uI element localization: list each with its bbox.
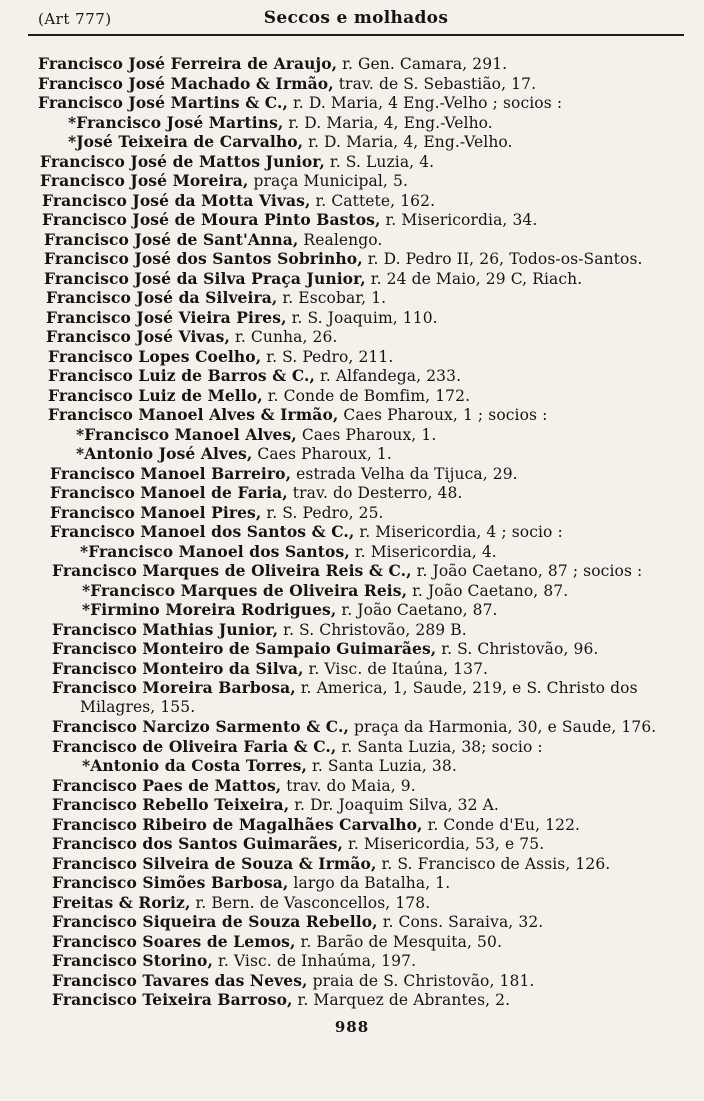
entry-name: Freitas & Roriz, xyxy=(52,892,191,912)
entry-name: Francisco José da Silveira, xyxy=(46,288,278,307)
entry-address: r. Misericordia, 4 ; socio : xyxy=(354,523,563,541)
directory-entry xyxy=(0,815,704,835)
entry-name: Francisco José da Motta Vivas, xyxy=(42,190,311,210)
entry-address: praia de S. Christovão, 181. xyxy=(307,971,535,990)
page-number: 988 xyxy=(334,1018,370,1036)
entry-name: Francisco Storino, xyxy=(52,951,213,970)
entry-address: r. S. Christovão, 96. xyxy=(436,640,599,658)
directory-entry xyxy=(0,93,704,113)
directory-entry xyxy=(0,74,704,94)
entry-name: Francisco Manoel de Faria, xyxy=(50,483,288,502)
entry-name: Francisco Marques de Oliveira Reis & C., xyxy=(52,561,412,580)
entry-address: trav. do Desterro, 48. xyxy=(287,484,463,502)
entry-address: r. Bern. de Vasconcellos, 178. xyxy=(190,893,431,912)
directory-entry xyxy=(0,191,704,211)
directory-entry xyxy=(0,425,704,445)
entry-address: r. Dr. Joaquim Silva, 32 A. xyxy=(289,796,499,814)
entry-name: Francisco Simões Barbosa, xyxy=(52,873,289,892)
entry-address: r. Escobar, 1. xyxy=(277,289,387,307)
directory-entry xyxy=(0,581,704,601)
directory-entry xyxy=(0,327,704,347)
directory-entry xyxy=(0,405,704,425)
entry-name: Francisco Manoel Alves & Irmão, xyxy=(48,405,339,424)
directory-entry xyxy=(0,873,704,893)
entry-address: r. Misericordia, 34. xyxy=(380,211,538,229)
entry-name: Francisco Ribeiro de Magalhães Carvalho, xyxy=(52,814,423,834)
directory-entry xyxy=(0,834,704,854)
entry-address: r. S. Joaquim, 110. xyxy=(286,308,438,327)
entry-address: r. 24 de Maio, 29 C, Riach. xyxy=(365,269,583,288)
directory-entry xyxy=(0,678,704,698)
entry-name: *José Teixeira de Carvalho, xyxy=(68,132,304,151)
entry-name: Francisco Soares de Lemos, xyxy=(52,931,296,951)
entry-address: r. America, 1, Saude, 219, e S. Christo dos xyxy=(295,679,638,697)
entry-name: Francisco José Vieira Pires, xyxy=(46,307,287,327)
directory-entry xyxy=(0,308,704,328)
entry-address: Caes Pharoux, 1. xyxy=(296,425,437,444)
directory-entry xyxy=(0,269,704,289)
entry-name: Francisco Luiz de Mello, xyxy=(48,385,263,405)
entry-name: Francisco Lopes Coelho, xyxy=(48,346,262,366)
entry-name: *Francisco Manoel Alves, xyxy=(76,424,297,444)
entry-name: *Antonio José Alves, xyxy=(76,444,253,463)
entry-address: trav. de S. Sebastião, 17. xyxy=(333,74,537,93)
entry-address: r. Cunha, 26. xyxy=(230,328,338,346)
directory-entry xyxy=(0,600,704,620)
directory-entry xyxy=(0,444,704,464)
directory-entry xyxy=(0,54,704,74)
directory-entry xyxy=(0,132,704,152)
directory-entry xyxy=(0,776,704,796)
directory-entry xyxy=(0,990,704,1010)
entry-address: Caes Pharoux, 1 ; socios : xyxy=(338,406,548,424)
entry-name: *Francisco Manoel dos Santos, xyxy=(80,541,350,561)
directory-entry xyxy=(0,932,704,952)
entry-name: Francisco Silveira de Souza & Irmão, xyxy=(52,853,377,873)
directory-entry xyxy=(0,347,704,367)
entry-address: r. Misericordia, 53, e 75. xyxy=(343,835,545,853)
entry-name: Francisco dos Santos Guimarães, xyxy=(52,834,343,853)
directory-entry xyxy=(0,620,704,640)
directory-entry xyxy=(0,230,704,250)
entry-name: Francisco Manoel Pires, xyxy=(50,502,262,522)
entry-address: Caes Pharoux, 1. xyxy=(252,445,392,463)
entry-address: r. S. Christovão, 289 B. xyxy=(278,620,467,639)
directory-entry xyxy=(0,249,704,269)
entry-name: Francisco Luiz de Barros & C., xyxy=(48,366,315,385)
entry-address: praça da Harmonia, 30, e Saude, 176. xyxy=(348,718,657,736)
article-reference: (Art 777) xyxy=(38,10,112,28)
directory-entry xyxy=(0,912,704,932)
entry-address: r. João Caetano, 87. xyxy=(407,581,569,600)
entry-name: Francisco Teixeira Barroso, xyxy=(52,990,293,1009)
entry-name: Francisco Monteiro de Sampaio Guimarães, xyxy=(52,639,437,658)
directory-entry xyxy=(0,542,704,562)
entry-name: Francisco José da Silva Praça Junior, xyxy=(44,268,366,288)
directory-entry xyxy=(0,503,704,523)
entry-address: r. D. Maria, 4, Eng.-Velho. xyxy=(303,133,513,151)
directory-entry xyxy=(0,522,704,542)
entry-name: Francisco Narcizo Sarmento & C., xyxy=(52,717,349,736)
entry-address: r. Alfandega, 233. xyxy=(314,367,462,385)
entry-address: r. S. Francisco de Assis, 126. xyxy=(376,854,611,873)
directory-entry xyxy=(0,639,704,659)
entry-address: r. Conde d'Eu, 122. xyxy=(422,815,581,834)
entry-address: r. Visc. de Inhaúma, 197. xyxy=(213,952,417,970)
directory-entry xyxy=(0,366,704,386)
entry-address: r. S. Pedro, 25. xyxy=(261,503,384,522)
entry-name: Francisco José Ferreira de Araujo, xyxy=(38,54,338,73)
entry-address: Milagres, 155. xyxy=(80,697,196,716)
directory-entry xyxy=(0,756,704,776)
directory-entry xyxy=(0,113,704,133)
directory-entry xyxy=(0,464,704,484)
entry-address: r. D. Pedro II, 26, Todos-os-Santos. xyxy=(362,250,643,268)
entry-address: r. Cons. Saraiva, 32. xyxy=(377,913,544,931)
directory-entry xyxy=(0,698,704,718)
entry-address: trav. do Maia, 9. xyxy=(281,776,416,795)
directory-entry xyxy=(0,854,704,874)
directory-entry xyxy=(0,659,704,679)
entry-name: Francisco José de Sant'Anna, xyxy=(44,229,299,249)
entry-name: Francisco Paes de Mattos, xyxy=(52,775,282,795)
entry-address: r. Santa Luzia, 38; socio : xyxy=(336,737,543,756)
entry-name: Francisco José Vivas, xyxy=(46,327,231,346)
directory-entry xyxy=(0,288,704,308)
entry-name: Francisco José dos Santos Sobrinho, xyxy=(44,249,363,268)
entry-name: *Antonio da Costa Torres, xyxy=(82,756,307,775)
page-header xyxy=(28,6,684,36)
entry-address: r. Barão de Mesquita, 50. xyxy=(295,932,502,951)
entry-name: *Firmino Moreira Rodrigues, xyxy=(82,600,337,619)
entry-name: Francisco José Moreira, xyxy=(40,171,249,190)
entry-name: Francisco Moreira Barbosa, xyxy=(52,678,296,697)
directory-entry xyxy=(0,483,704,503)
entry-address: r. Gen. Camara, 291. xyxy=(337,55,508,73)
directory-entry xyxy=(0,971,704,991)
entry-address: r. Marquez de Abrantes, 2. xyxy=(292,991,511,1009)
directory-entry xyxy=(0,893,704,913)
entry-address: Realengo. xyxy=(298,230,383,249)
directory-entry xyxy=(0,795,704,815)
entry-name: Francisco Manoel Barreiro, xyxy=(50,463,292,483)
entry-list xyxy=(0,54,704,1010)
entry-name: Francisco José Machado & Irmão, xyxy=(38,73,334,93)
entry-name: Francisco José Martins & C., xyxy=(38,93,288,112)
entry-name: Francisco Rebello Teixeira, xyxy=(52,795,290,814)
entry-address: r. João Caetano, 87. xyxy=(336,601,498,619)
entry-name: Francisco Manoel dos Santos & C., xyxy=(50,522,355,541)
entry-address: r. D. Maria, 4 Eng.-Velho ; socios : xyxy=(287,94,563,112)
directory-entry xyxy=(0,171,704,191)
directory-entry xyxy=(0,561,704,581)
entry-address: r. João Caetano, 87 ; socios : xyxy=(411,562,643,580)
entry-address: estrada Velha da Tijuca, 29. xyxy=(291,464,518,483)
entry-name: Francisco Monteiro da Silva, xyxy=(52,658,304,678)
entry-address: r. Visc. de Itaúna, 137. xyxy=(303,659,489,678)
directory-entry xyxy=(0,210,704,230)
entry-address: r. Conde de Bomfim, 172. xyxy=(262,386,471,405)
entry-name: *Francisco Marques de Oliveira Reis, xyxy=(82,580,408,600)
entry-address: praça Municipal, 5. xyxy=(248,172,408,190)
entry-name: Francisco José de Mattos Junior, xyxy=(40,151,325,171)
directory-entry xyxy=(0,386,704,406)
entry-address: largo da Batalha, 1. xyxy=(288,874,451,892)
entry-address: r. D. Maria, 4, Eng.-Velho. xyxy=(283,113,493,132)
entry-address: r. Misericordia, 4. xyxy=(349,542,497,561)
section-title: Seccos e molhados xyxy=(263,8,449,28)
directory-entry xyxy=(0,717,704,737)
entry-name: Francisco Tavares das Neves, xyxy=(52,970,308,990)
entry-name: Francisco de Oliveira Faria & C., xyxy=(52,736,337,756)
entry-name: Francisco Siqueira de Souza Rebello, xyxy=(52,912,378,931)
entry-address: r. Cattete, 162. xyxy=(310,191,436,210)
entry-name: *Francisco José Martins, xyxy=(68,112,284,132)
entry-address: r. S. Pedro, 211. xyxy=(261,347,394,366)
directory-entry xyxy=(0,737,704,757)
entry-name: Francisco Mathias Junior, xyxy=(52,619,279,639)
entry-address: r. S. Luzia, 4. xyxy=(324,152,435,171)
entry-name: Francisco José de Moura Pinto Bastos, xyxy=(42,210,381,229)
entry-address: r. Santa Luzia, 38. xyxy=(306,757,457,775)
directory-entry xyxy=(0,152,704,172)
directory-entry xyxy=(0,951,704,971)
